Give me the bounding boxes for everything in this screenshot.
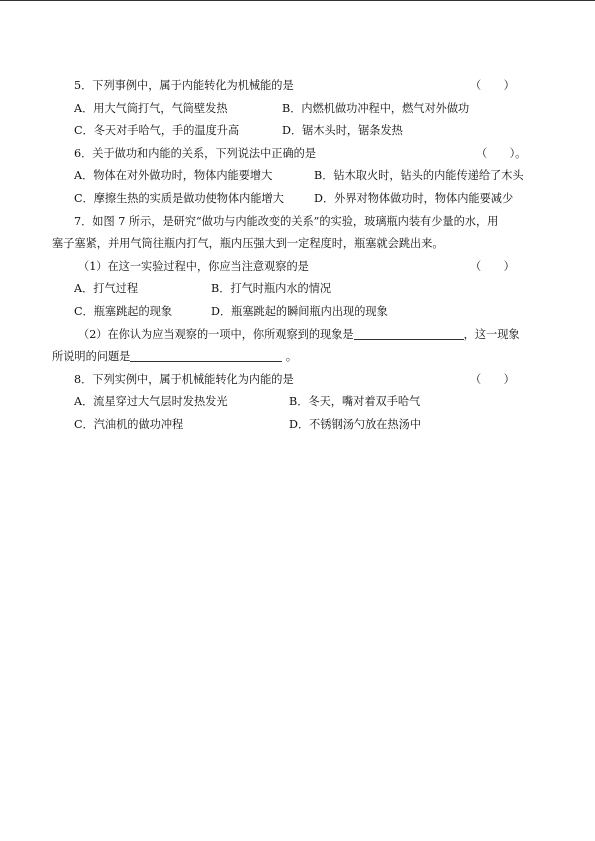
question-6-option-d: D．外界对物体做功时，物体内能要减少 bbox=[314, 191, 514, 205]
question-section bbox=[52, 75, 552, 437]
question-5-answer-paren: （ ） bbox=[470, 79, 515, 92]
question-7-option-d: D．瓶塞跳起的瞬间瓶内出现的现象 bbox=[211, 304, 388, 318]
question-7-answer-blank-1[interactable] bbox=[354, 327, 464, 340]
question-8-stem: 8．下列实例中，属于机械能转化为内能的是 bbox=[74, 372, 294, 386]
question-7-stem-line-1 bbox=[52, 211, 552, 234]
question-6-stem-line bbox=[52, 143, 552, 166]
question-5-stem-line bbox=[52, 75, 552, 98]
question-5-option-b: B．内燃机做功冲程中，燃气对外做功 bbox=[282, 101, 470, 115]
question-8-options-cd bbox=[52, 414, 552, 437]
question-6-option-a: A．物体在对外做功时，物体内能要增大 bbox=[74, 169, 273, 183]
question-7-stem-line-2 bbox=[52, 233, 552, 256]
question-7-sub-2-text-3: 所说明的问题是 bbox=[52, 350, 131, 364]
question-7-option-a: A．打气过程 bbox=[74, 282, 139, 296]
question-8-option-c: C．汽油机的做功冲程 bbox=[74, 417, 184, 431]
question-7-answer-paren: （ ） bbox=[470, 259, 515, 273]
question-7-stem-1: 7．如图 7 所示，是研究“做功与内能改变的关系”的实验，玻璃瓶内装有少量的水，用 bbox=[74, 214, 499, 228]
question-8-option-b: B．冬天，嘴对着双手哈气 bbox=[289, 395, 421, 409]
question-5-option-a: A．用大气筒打气，气筒壁发热 bbox=[74, 101, 228, 115]
question-7-stem-2: 塞子塞紧，并用气筒往瓶内打气，瓶内压强大到一定程度时，瓶塞就会跳出来。 bbox=[52, 237, 444, 251]
question-5-options-cd bbox=[52, 120, 552, 143]
question-5-options-ab bbox=[52, 98, 552, 121]
question-7-sub-2-text-1: （2）在你认为应当观察的一项中，你所观察到的现象是 bbox=[78, 327, 354, 341]
question-6-option-c: C．摩擦生热的实质是做功使物体内能增大 bbox=[74, 191, 284, 205]
question-6-answer-paren: （ ）。 bbox=[476, 146, 527, 160]
question-7-option-b: B．打气时瓶内水的情况 bbox=[211, 282, 332, 296]
question-5-option-c: C．冬天对手哈气，手的温度升高 bbox=[74, 124, 240, 138]
question-7-sub-2-line-1 bbox=[52, 324, 552, 347]
question-5-option-d: D．锯木头时，锯条发热 bbox=[282, 124, 403, 138]
question-8-answer-paren: （ ） bbox=[470, 372, 515, 386]
question-7-sub-2-text-4: 。 bbox=[285, 350, 298, 364]
question-8-options-ab bbox=[52, 391, 552, 414]
question-8-option-a: A．流星穿过大气层时发热发光 bbox=[74, 395, 228, 409]
question-8-stem-line bbox=[52, 369, 552, 392]
question-7-answer-blank-2[interactable] bbox=[130, 349, 282, 362]
question-7-option-c: C．瓶塞跳起的现象 bbox=[74, 304, 173, 318]
question-8-option-d: D．不锈钢汤勺放在热汤中 bbox=[289, 417, 422, 431]
question-6-stem: 6．关于做功和内能的关系，下列说法中正确的是 bbox=[74, 146, 317, 160]
question-7-sub-1: （1）在这一实验过程中，你应当注意观察的是 bbox=[78, 259, 309, 273]
question-6-options-cd bbox=[52, 188, 552, 211]
question-5-stem: 5．下列事例中，属于内能转化为机械能的是 bbox=[74, 79, 294, 92]
question-7-sub-1-line bbox=[52, 256, 552, 279]
question-7-options-ab bbox=[52, 278, 552, 301]
question-7-options-cd bbox=[52, 301, 552, 324]
question-7-sub-2-line-2 bbox=[52, 346, 552, 369]
question-6-option-b: B．钻木取火时，钻头的内能传递给了木头 bbox=[314, 169, 524, 183]
question-7-sub-2-text-2: ，这一现象 bbox=[463, 327, 520, 341]
question-6-options-ab bbox=[52, 165, 552, 188]
top-rule bbox=[0, 0, 595, 1]
